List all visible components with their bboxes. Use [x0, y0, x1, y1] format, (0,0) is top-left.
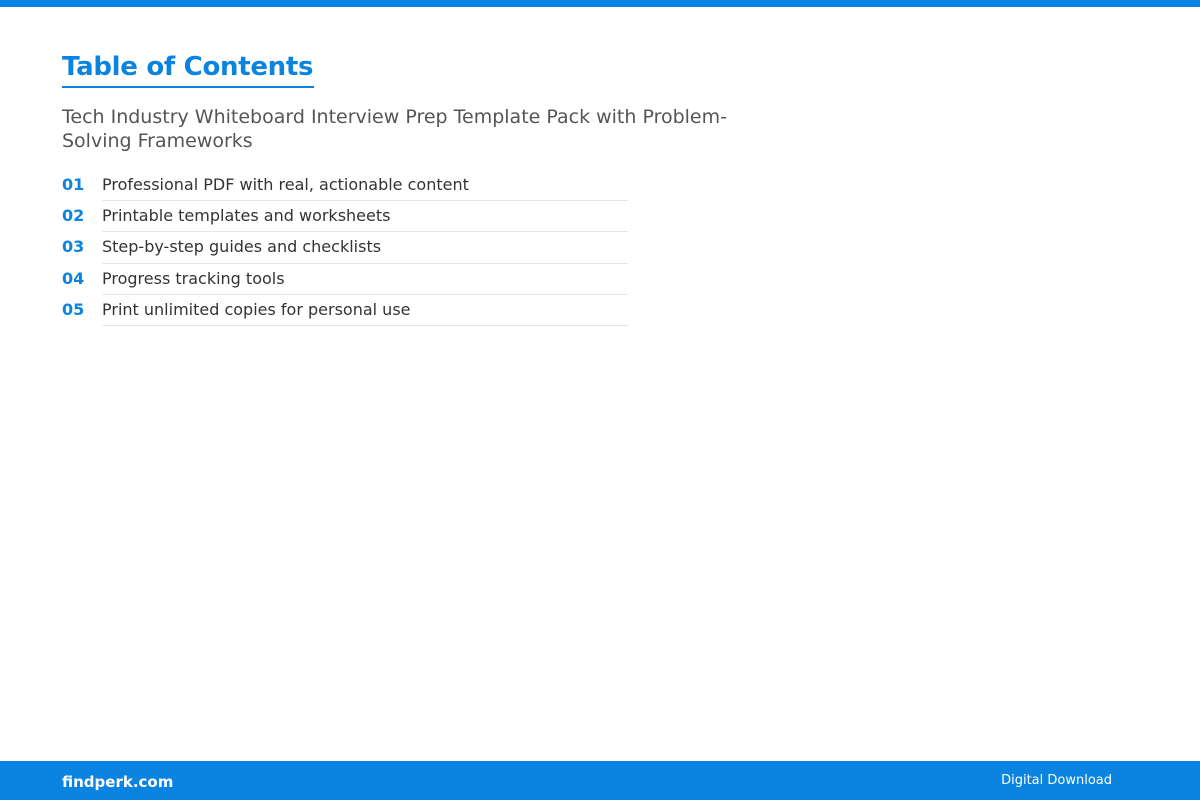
- footer-bar: [0, 761, 1200, 800]
- toc-item-number: 03: [62, 237, 85, 257]
- top-accent-bar: [0, 0, 1200, 7]
- toc-item-number: 02: [62, 206, 85, 226]
- toc-item[interactable]: [62, 232, 628, 263]
- toc-item-label: Printable templates and worksheets: [102, 206, 391, 226]
- toc-item-number: 01: [62, 175, 85, 194]
- footer-download-label: Digital Download: [1001, 773, 1112, 788]
- toc-item-number: 05: [62, 299, 85, 319]
- table-of-contents-list: [62, 170, 628, 326]
- toc-item[interactable]: [62, 201, 628, 232]
- document-subtitle: Tech Industry Whiteboard Interview Prep Template Pack with Problem-Solving Frameworks: [62, 106, 727, 152]
- toc-item-label: Progress tracking tools: [102, 268, 285, 288]
- toc-item[interactable]: [62, 264, 628, 295]
- toc-item-number: 04: [62, 268, 85, 288]
- footer-site-link[interactable]: findperk.com: [62, 773, 174, 791]
- title-underline: [62, 86, 314, 88]
- toc-item-label: Step-by-step guides and checklists: [102, 237, 382, 257]
- toc-item[interactable]: [62, 295, 628, 326]
- toc-item-label: Professional PDF with real, actionable content: [102, 175, 469, 194]
- page-title: Table of Contents: [62, 52, 314, 82]
- toc-item-label: Print unlimited copies for personal use: [102, 299, 411, 319]
- toc-divider: [102, 325, 628, 326]
- toc-item[interactable]: [62, 170, 628, 201]
